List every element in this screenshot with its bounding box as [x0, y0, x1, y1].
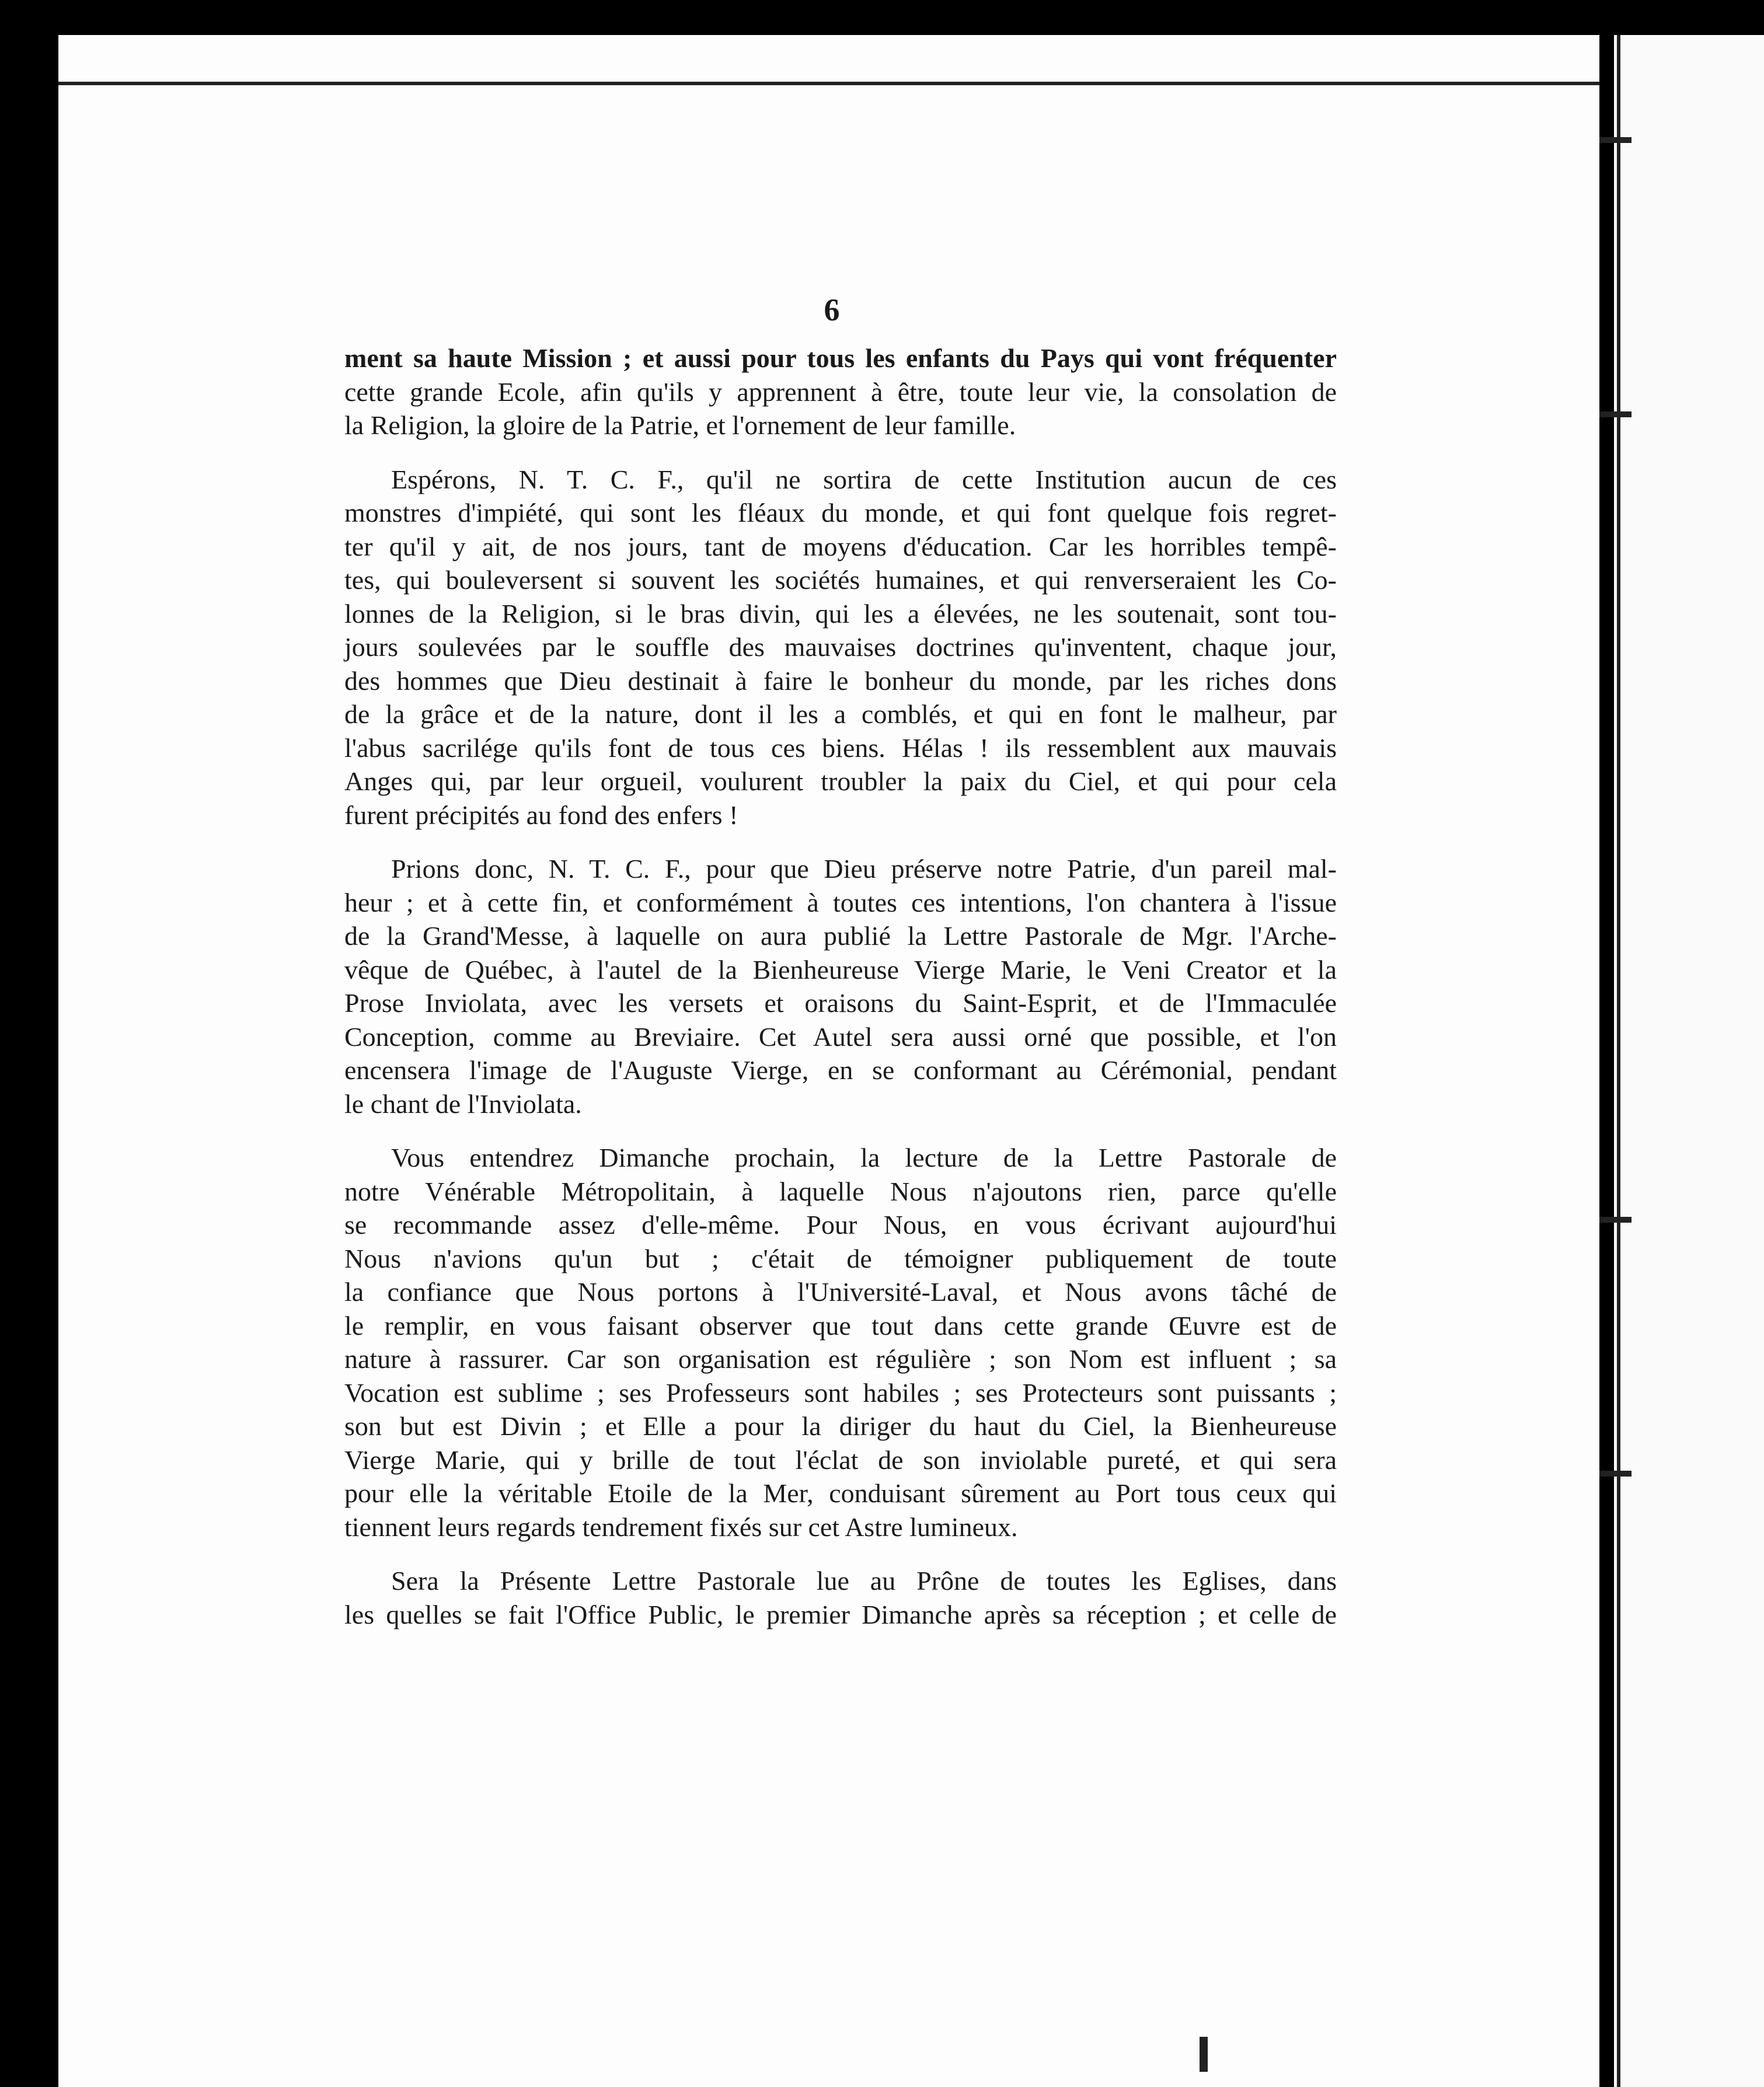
text-line: ment sa haute Mission ; et aussi pour tous les enfants du Pays qui vont fréquenter: [344, 343, 1337, 373]
text-line: Prions donc, N. T. C. F., pour que Dieu préserve notre Patrie, d'un pareil mal-: [391, 854, 1337, 884]
text-line: des hommes que Dieu destinait à faire le bonheur du monde, par les riches dons: [344, 665, 1337, 696]
paragraph-1: [344, 341, 1337, 442]
text-line: Sera la Présente Lettre Pastorale lue au Prône de toutes les Eglises, dans: [391, 1566, 1337, 1596]
page-divider-line: [1617, 35, 1620, 2087]
body-text: [344, 341, 1337, 1652]
paragraph-2: [344, 463, 1337, 832]
text-line: vêque de Québec, à l'autel de la Bienheureuse Vierge Marie, le Veni Creator et la: [344, 954, 1337, 985]
text-line: heur ; et à cette fin, et conformément à toutes ces intentions, l'on chantera à l'issue: [344, 887, 1337, 917]
text-line: lonnes de la Religion, si le bras divin, qui les a élevées, ne les soutenait, sont tou-: [344, 598, 1337, 629]
text-line: Anges qui, par leur orgueil, voulurent troubler la paix du Ciel, et qui pour cela: [344, 766, 1337, 796]
text-line: se recommande assez d'elle-même. Pour Nous, en vous écrivant aujourd'hui: [344, 1210, 1337, 1240]
text-line: jours soulevées par le souffle des mauvaises doctrines qu'inventent, chaque jour,: [344, 632, 1337, 662]
top-border-rule: [58, 82, 1599, 85]
text-line: son but est Divin ; et Elle a pour la diriger du haut du Ciel, la Bienheureuse: [344, 1411, 1337, 1441]
text-line: nature à rassurer. Car son organisation est régulière ; son Nom est influent ; sa: [344, 1344, 1337, 1374]
text-line: ter qu'il y ait, de nos jours, tant de moyens d'éducation. Car les horribles tempê-: [344, 531, 1337, 561]
text-line: notre Vénérable Métropolitain, à laquelle Nous n'ajoutons rien, parce qu'elle: [344, 1176, 1337, 1206]
text-line: encensera l'image de l'Auguste Vierge, en se conformant au Cérémonial, pendant: [344, 1055, 1337, 1085]
text-line: Conception, comme au Breviaire. Cet Autel sera aussi orné que possible, et l'on: [344, 1021, 1337, 1052]
text-line: de la grâce et de la nature, dont il les a comblés, et qui en font le malheur, par: [344, 699, 1337, 729]
text-line: le chant de l'Inviolata.: [344, 1088, 582, 1119]
paragraph-4: [344, 1141, 1337, 1544]
margin-mark: [1599, 137, 1631, 143]
text-line: la confiance que Nous portons à l'Université-Laval, et Nous avons tâché de: [344, 1277, 1337, 1307]
text-line: le remplir, en vous faisant observer que tout dans cette grande Œuvre est de: [344, 1310, 1337, 1341]
paragraph-3: [344, 852, 1337, 1121]
paragraph-5: [344, 1564, 1337, 1631]
text-line: pour elle la véritable Etoile de la Mer, conduisant sûrement au Port tous ceux qui: [344, 1478, 1337, 1508]
text-line: de la Grand'Messe, à laquelle on aura publié la Lettre Pastorale de Mgr. l'Arche-: [344, 921, 1337, 951]
text-line: les quelles se fait l'Office Public, le premier Dimanche après sa réception ; et celle de: [344, 1599, 1337, 1629]
text-line: cette grande Ecole, afin qu'ils y apprennent à être, toute leur vie, la consolation de: [344, 376, 1337, 407]
adjacent-page-edge: [1614, 35, 1764, 2087]
text-line: tes, qui bouleversent si souvent les sociétés humaines, et qui renverseraient les Co-: [344, 565, 1337, 595]
text-line: tiennent leurs regards tendrement fixés sur cet Astre lumineux.: [344, 1512, 1018, 1542]
text-line: Nous n'avions qu'un but ; c'était de témoigner publiquement de toute: [344, 1243, 1337, 1273]
text-line: Vous entendrez Dimanche prochain, la lecture de la Lettre Pastorale de: [391, 1143, 1337, 1172]
text-line: furent précipités au fond des enfers !: [344, 800, 738, 830]
text-line: Prose Inviolata, avec les versets et oraisons du Saint-Esprit, et de l'Immaculée: [344, 988, 1337, 1018]
text-line: Espérons, N. T. C. F., qu'il ne sortira de cette Institution aucun de ces: [391, 464, 1337, 494]
scan-artifact-mark: [1200, 2037, 1208, 2072]
margin-mark: [1599, 411, 1631, 417]
text-line: l'abus sacrilége qu'ils font de tous ces biens. Hélas ! ils ressemblent aux mauvais: [344, 732, 1337, 763]
text-line: la Religion, la gloire de la Patrie, et l'ornement de leur famille.: [344, 410, 1016, 440]
margin-mark: [1599, 1217, 1631, 1223]
text-line: monstres d'impiété, qui sont les fléaux du monde, et qui font quelque fois regret-: [344, 498, 1337, 528]
margin-mark: [1599, 1471, 1631, 1477]
text-line: Vierge Marie, qui y brille de tout l'éclat de son inviolable pureté, et qui sera: [344, 1444, 1337, 1475]
page-number: 6: [824, 292, 840, 327]
text-line: Vocation est sublime ; ses Professeurs sont habiles ; ses Protecteurs sont puissants ;: [344, 1377, 1337, 1408]
